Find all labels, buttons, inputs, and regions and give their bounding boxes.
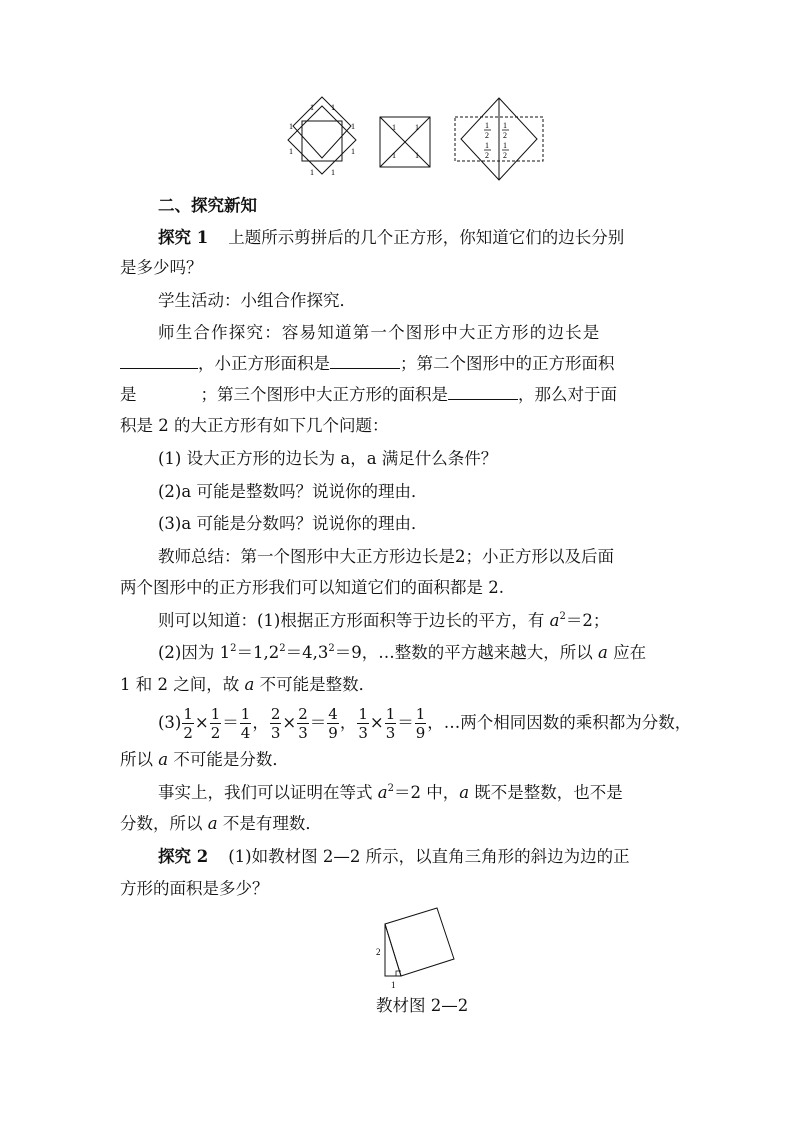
textbook-figure-2-2	[370, 900, 460, 992]
explore-2-heading: 探究 2	[158, 847, 209, 866]
svg-text:1: 1	[415, 151, 419, 160]
teacher-student-text: 师生合作探究：容易知道第一个图形中大正方形的边长是	[158, 323, 601, 342]
figure-caption: 教材图 2—2	[376, 996, 469, 1015]
question-3: (3)a 可能是分数吗？说说你的理由．	[158, 514, 428, 533]
svg-text:1: 1	[331, 168, 335, 177]
svg-text:1: 1	[392, 123, 396, 132]
teacher-student-line3: 是 ；第三个图形中大正方形的面积是 ，那么对于面	[120, 385, 617, 404]
svg-text:1: 1	[289, 122, 293, 131]
top-figures	[285, 96, 545, 186]
svg-text:2: 2	[503, 131, 507, 140]
base-label: 1	[391, 980, 396, 990]
fact-paragraph: 事实上，我们可以证明在等式 $a^2=2$ 中，a 既不是整数，也不是	[158, 783, 623, 802]
knowledge-3-cont: 所以 a 不可能是分数．	[120, 750, 289, 769]
fact-paragraph-cont: 分数，所以 a 不是有理数．	[120, 814, 322, 833]
explore-1-text: 上题所示剪拼后的几个正方形，你知道它们的边长分别	[228, 228, 625, 247]
answer-blank[interactable]	[120, 354, 198, 369]
svg-text:1: 1	[351, 122, 355, 131]
svg-text:1: 1	[289, 147, 293, 156]
cut-and-paste-squares-diagram	[285, 96, 545, 186]
fraction: $\frac{1}{2}$	[210, 705, 221, 742]
knowledge-2-cont: 1 和 2 之间，故 a 不可能是整数．	[120, 675, 376, 694]
explore-1-text-cont: 是多少吗？	[120, 258, 203, 277]
fraction: $\frac{1}{2}$	[183, 705, 193, 742]
svg-text:1: 1	[503, 141, 507, 150]
svg-text:1: 1	[310, 103, 314, 112]
svg-text:1: 1	[485, 121, 489, 130]
svg-text:2: 2	[503, 151, 507, 160]
svg-text:1: 1	[415, 123, 419, 132]
knowledge-2: (2)因为 $1^2=1,2^2=4,3^2=9$，…整数的平方越来越大，所以 a 应在	[158, 643, 647, 662]
explore-2-text-cont: 方形的面积是多少？	[120, 879, 269, 898]
teacher-student-line2: ，小正方形面积是 ；第二个图形中的正方形面积	[120, 354, 615, 374]
fraction: $\frac{2}{3}$	[298, 705, 308, 742]
svg-text:1: 1	[310, 168, 314, 177]
svg-text:1: 1	[485, 141, 489, 150]
svg-text:1: 1	[503, 121, 507, 130]
fraction: $\frac{1}{3}$	[358, 705, 368, 742]
section-title: 二、探究新知	[158, 196, 257, 215]
teacher-summary: 教师总结：第一个图形中大正方形边长是2；小正方形以及后面	[158, 547, 614, 566]
fraction: $\frac{2}{3}$	[270, 705, 281, 742]
svg-text:1: 1	[331, 103, 335, 112]
svg-text:1: 1	[351, 147, 355, 156]
knowledge-1: 则可以知道：(1)根据正方形面积等于边长的平方，有 $a^2=2$；	[158, 611, 610, 630]
fraction: $\frac{1}{3}$	[385, 705, 396, 742]
explore-2-paragraph: 探究 2 (1)如教材图 2—2 所示，以直角三角形的斜边为边的正	[158, 847, 630, 866]
answer-blank[interactable]	[330, 354, 400, 369]
question-2: (2)a 可能是整数吗？说说你的理由．	[158, 482, 428, 501]
answer-blank[interactable]	[448, 385, 518, 400]
explore-1-heading: 探究 1	[158, 228, 209, 247]
svg-text:2: 2	[485, 131, 489, 140]
side-label: 2	[376, 947, 381, 957]
fraction: $\frac{1}{9}$	[415, 705, 426, 742]
svg-text:1: 1	[392, 151, 396, 160]
right-triangle-square-diagram	[370, 900, 460, 992]
fraction: $\frac{1}{4}$	[240, 705, 251, 742]
teacher-summary-cont: 两个图形中的正方形我们可以知道它们的面积都是 2.	[120, 578, 504, 597]
question-1: (1) 设大正方形的边长为 a，a 满足什么条件？	[158, 449, 498, 468]
student-activity: 学生活动：小组合作探究．	[158, 291, 356, 310]
knowledge-3: (3) $\frac{1}{2}$ × $\frac{1}{2}$ ＝ $\frac{1}{4}$ ， $\frac{2}{3}$ × $\frac{2}{3}$ ＝ $\frac{4}{9}$ ， $\frac{1}{3}$ × $\frac{1}{3}$ ＝ $\frac{1}{9}$ ，…两个相同因数的乘积都为分数，	[158, 705, 692, 742]
teacher-student-line4: 积是 2 的大正方形有如下几个问题：	[120, 416, 389, 435]
explore-1-paragraph	[158, 228, 624, 248]
svg-text:2: 2	[485, 151, 489, 160]
fraction: $\frac{4}{9}$	[328, 705, 338, 742]
